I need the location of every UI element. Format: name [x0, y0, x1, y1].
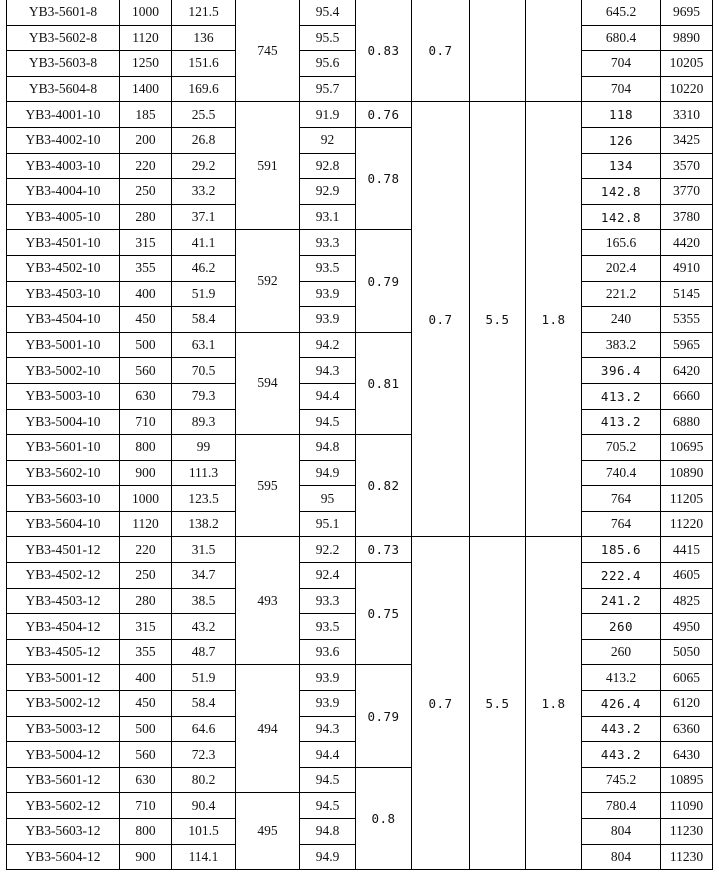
- cell-model: YB3-5601-12: [7, 767, 120, 793]
- cell-power: 710: [120, 409, 172, 435]
- cell-power: 710: [120, 793, 172, 819]
- cell-model: YB3-4501-10: [7, 230, 120, 256]
- cell-efficiency: 95.1: [300, 511, 356, 537]
- cell-efficiency: 95.5: [300, 25, 356, 51]
- cell-current: 43.2: [172, 614, 236, 640]
- cell-power-factor: 0.75: [356, 563, 412, 665]
- cell-model: YB3-5603-8: [7, 51, 120, 77]
- cell-power-factor: 0.79: [356, 230, 412, 332]
- cell-power: 450: [120, 691, 172, 717]
- cell-speed: 495: [236, 793, 300, 870]
- cell-efficiency: 91.9: [300, 102, 356, 128]
- cell-price: 10895: [661, 767, 713, 793]
- cell-weight: 126: [582, 127, 661, 153]
- cell-power: 400: [120, 665, 172, 691]
- table-body: [7, 0, 713, 870]
- cell-price: 5145: [661, 281, 713, 307]
- cell-current: 63.1: [172, 332, 236, 358]
- cell-ratio-c: 1.8: [526, 102, 582, 537]
- cell-power: 450: [120, 307, 172, 333]
- cell-efficiency: 93.6: [300, 639, 356, 665]
- cell-efficiency: 93.9: [300, 307, 356, 333]
- cell-price: 6880: [661, 409, 713, 435]
- cell-current: 51.9: [172, 281, 236, 307]
- cell-efficiency: 93.1: [300, 204, 356, 230]
- cell-price: 6420: [661, 358, 713, 384]
- cell-price: 4950: [661, 614, 713, 640]
- cell-current: 151.6: [172, 51, 236, 77]
- cell-price: 4825: [661, 588, 713, 614]
- cell-speed: 592: [236, 230, 300, 332]
- cell-price: 4910: [661, 255, 713, 281]
- cell-model: YB3-4503-10: [7, 281, 120, 307]
- cell-weight: 222.4: [582, 563, 661, 589]
- cell-speed: 494: [236, 665, 300, 793]
- cell-speed: 594: [236, 332, 300, 434]
- cell-model: YB3-4502-10: [7, 255, 120, 281]
- cell-model: YB3-4001-10: [7, 102, 120, 128]
- cell-power-factor: 0.82: [356, 435, 412, 537]
- cell-efficiency: 95: [300, 486, 356, 512]
- cell-power: 400: [120, 281, 172, 307]
- cell-current: 58.4: [172, 307, 236, 333]
- cell-current: 80.2: [172, 767, 236, 793]
- cell-weight: 764: [582, 486, 661, 512]
- table-row: [7, 537, 713, 563]
- cell-weight: 142.8: [582, 204, 661, 230]
- cell-weight: 221.2: [582, 281, 661, 307]
- cell-weight: 383.2: [582, 332, 661, 358]
- cell-power-factor: 0.81: [356, 332, 412, 434]
- cell-model: YB3-5601-10: [7, 435, 120, 461]
- cell-model: YB3-4501-12: [7, 537, 120, 563]
- cell-weight: 396.4: [582, 358, 661, 384]
- cell-current: 111.3: [172, 460, 236, 486]
- cell-weight: 134: [582, 153, 661, 179]
- cell-price: 5050: [661, 639, 713, 665]
- cell-price: 4415: [661, 537, 713, 563]
- cell-price: 3570: [661, 153, 713, 179]
- cell-power: 500: [120, 332, 172, 358]
- cell-power: 1250: [120, 51, 172, 77]
- cell-price: 6430: [661, 742, 713, 768]
- cell-current: 41.1: [172, 230, 236, 256]
- cell-weight: 413.2: [582, 409, 661, 435]
- cell-power-factor: 0.83: [356, 0, 412, 102]
- cell-power-factor: 0.8: [356, 767, 412, 869]
- cell-efficiency: 93.3: [300, 230, 356, 256]
- cell-power: 800: [120, 819, 172, 845]
- cell-weight: 260: [582, 614, 661, 640]
- cell-power: 220: [120, 153, 172, 179]
- cell-price: 11220: [661, 511, 713, 537]
- cell-weight: 260: [582, 639, 661, 665]
- cell-efficiency: 94.8: [300, 819, 356, 845]
- cell-weight: 764: [582, 511, 661, 537]
- cell-current: 169.6: [172, 76, 236, 102]
- cell-power: 1000: [120, 486, 172, 512]
- cell-power: 500: [120, 716, 172, 742]
- cell-current: 64.6: [172, 716, 236, 742]
- cell-power: 315: [120, 230, 172, 256]
- cell-model: YB3-4003-10: [7, 153, 120, 179]
- cell-power: 560: [120, 358, 172, 384]
- cell-weight: 704: [582, 76, 661, 102]
- cell-speed: 493: [236, 537, 300, 665]
- cell-weight: 443.2: [582, 716, 661, 742]
- cell-efficiency: 94.5: [300, 409, 356, 435]
- cell-current: 29.2: [172, 153, 236, 179]
- cell-power: 630: [120, 383, 172, 409]
- cell-current: 72.3: [172, 742, 236, 768]
- cell-price: 11230: [661, 844, 713, 870]
- cell-efficiency: 93.9: [300, 691, 356, 717]
- cell-model: YB3-5004-10: [7, 409, 120, 435]
- cell-price: 3310: [661, 102, 713, 128]
- cell-efficiency: 94.4: [300, 383, 356, 409]
- cell-current: 25.5: [172, 102, 236, 128]
- cell-current: 48.7: [172, 639, 236, 665]
- cell-weight: 426.4: [582, 691, 661, 717]
- cell-model: YB3-4504-12: [7, 614, 120, 640]
- cell-efficiency: 94.9: [300, 460, 356, 486]
- cell-current: 136: [172, 25, 236, 51]
- cell-efficiency: 95.6: [300, 51, 356, 77]
- cell-model: YB3-5604-8: [7, 76, 120, 102]
- cell-ratio-c: [526, 0, 582, 102]
- cell-ratio-b: [470, 0, 526, 102]
- cell-price: 10890: [661, 460, 713, 486]
- cell-power: 185: [120, 102, 172, 128]
- cell-efficiency: 93.9: [300, 281, 356, 307]
- cell-weight: 804: [582, 844, 661, 870]
- cell-price: 10220: [661, 76, 713, 102]
- table-row: [7, 230, 713, 256]
- cell-price: 10205: [661, 51, 713, 77]
- cell-power-factor: 0.76: [356, 102, 412, 128]
- cell-efficiency: 94.3: [300, 358, 356, 384]
- cell-price: 6065: [661, 665, 713, 691]
- cell-current: 114.1: [172, 844, 236, 870]
- cell-efficiency: 94.5: [300, 767, 356, 793]
- cell-model: YB3-5602-10: [7, 460, 120, 486]
- cell-weight: 780.4: [582, 793, 661, 819]
- cell-power: 355: [120, 639, 172, 665]
- table-row: [7, 332, 713, 358]
- cell-power: 560: [120, 742, 172, 768]
- cell-power-factor: 0.73: [356, 537, 412, 563]
- cell-current: 121.5: [172, 0, 236, 25]
- cell-current: 33.2: [172, 179, 236, 205]
- cell-power: 250: [120, 563, 172, 589]
- cell-power: 355: [120, 255, 172, 281]
- cell-power: 900: [120, 460, 172, 486]
- cell-speed: 595: [236, 435, 300, 537]
- cell-weight: 705.2: [582, 435, 661, 461]
- cell-price: 6360: [661, 716, 713, 742]
- cell-current: 79.3: [172, 383, 236, 409]
- cell-model: YB3-5602-12: [7, 793, 120, 819]
- cell-current: 138.2: [172, 511, 236, 537]
- cell-model: YB3-5603-10: [7, 486, 120, 512]
- cell-current: 46.2: [172, 255, 236, 281]
- cell-power: 630: [120, 767, 172, 793]
- cell-power: 900: [120, 844, 172, 870]
- cell-ratio-a: 0.7: [412, 102, 470, 537]
- cell-model: YB3-5601-8: [7, 0, 120, 25]
- cell-current: 26.8: [172, 127, 236, 153]
- cell-efficiency: 92: [300, 127, 356, 153]
- cell-weight: 240: [582, 307, 661, 333]
- cell-power: 1000: [120, 0, 172, 25]
- cell-current: 90.4: [172, 793, 236, 819]
- cell-price: 3425: [661, 127, 713, 153]
- cell-weight: 202.4: [582, 255, 661, 281]
- cell-power-factor: 0.79: [356, 665, 412, 767]
- cell-price: 10695: [661, 435, 713, 461]
- cell-weight: 165.6: [582, 230, 661, 256]
- cell-model: YB3-4502-12: [7, 563, 120, 589]
- cell-current: 51.9: [172, 665, 236, 691]
- cell-model: YB3-4503-12: [7, 588, 120, 614]
- cell-efficiency: 93.3: [300, 588, 356, 614]
- cell-efficiency: 92.8: [300, 153, 356, 179]
- cell-weight: 118: [582, 102, 661, 128]
- cell-weight: 645.2: [582, 0, 661, 25]
- cell-price: 11205: [661, 486, 713, 512]
- cell-power: 1120: [120, 511, 172, 537]
- cell-model: YB3-4505-12: [7, 639, 120, 665]
- cell-model: YB3-5001-10: [7, 332, 120, 358]
- table-row: [7, 102, 713, 128]
- cell-ratio-b: 5.5: [470, 537, 526, 870]
- table-row: [7, 127, 713, 153]
- cell-power: 315: [120, 614, 172, 640]
- cell-price: 5355: [661, 307, 713, 333]
- cell-power: 800: [120, 435, 172, 461]
- cell-weight: 680.4: [582, 25, 661, 51]
- cell-weight: 443.2: [582, 742, 661, 768]
- cell-model: YB3-5004-12: [7, 742, 120, 768]
- cell-model: YB3-4005-10: [7, 204, 120, 230]
- cell-price: 6120: [661, 691, 713, 717]
- cell-current: 34.7: [172, 563, 236, 589]
- cell-efficiency: 94.3: [300, 716, 356, 742]
- cell-price: 11230: [661, 819, 713, 845]
- cell-weight: 745.2: [582, 767, 661, 793]
- cell-power-factor: 0.78: [356, 127, 412, 229]
- cell-efficiency: 93.9: [300, 665, 356, 691]
- cell-efficiency: 94.8: [300, 435, 356, 461]
- cell-model: YB3-5603-12: [7, 819, 120, 845]
- cell-weight: 740.4: [582, 460, 661, 486]
- cell-current: 37.1: [172, 204, 236, 230]
- cell-current: 89.3: [172, 409, 236, 435]
- cell-model: YB3-5602-8: [7, 25, 120, 51]
- table-row: [7, 0, 713, 25]
- table-row: [7, 767, 713, 793]
- cell-price: 3780: [661, 204, 713, 230]
- cell-ratio-c: 1.8: [526, 537, 582, 870]
- cell-ratio-a: 0.7: [412, 537, 470, 870]
- cell-current: 70.5: [172, 358, 236, 384]
- cell-price: 5965: [661, 332, 713, 358]
- cell-power: 280: [120, 588, 172, 614]
- cell-efficiency: 94.2: [300, 332, 356, 358]
- cell-price: 11090: [661, 793, 713, 819]
- cell-weight: 704: [582, 51, 661, 77]
- cell-weight: 241.2: [582, 588, 661, 614]
- cell-price: 4420: [661, 230, 713, 256]
- cell-efficiency: 95.7: [300, 76, 356, 102]
- table-row: [7, 665, 713, 691]
- cell-efficiency: 93.5: [300, 614, 356, 640]
- cell-model: YB3-5001-12: [7, 665, 120, 691]
- cell-efficiency: 94.5: [300, 793, 356, 819]
- cell-price: 9890: [661, 25, 713, 51]
- cell-model: YB3-5604-10: [7, 511, 120, 537]
- cell-weight: 185.6: [582, 537, 661, 563]
- cell-efficiency: 92.4: [300, 563, 356, 589]
- cell-efficiency: 92.9: [300, 179, 356, 205]
- cell-model: YB3-5002-10: [7, 358, 120, 384]
- cell-current: 38.5: [172, 588, 236, 614]
- cell-model: YB3-4504-10: [7, 307, 120, 333]
- cell-price: 6660: [661, 383, 713, 409]
- cell-power: 200: [120, 127, 172, 153]
- cell-power: 1400: [120, 76, 172, 102]
- cell-price: 4605: [661, 563, 713, 589]
- motor-spec-table: [6, 0, 713, 870]
- cell-efficiency: 94.4: [300, 742, 356, 768]
- cell-price: 3770: [661, 179, 713, 205]
- cell-model: YB3-5003-12: [7, 716, 120, 742]
- cell-efficiency: 94.9: [300, 844, 356, 870]
- cell-ratio-b: 5.5: [470, 102, 526, 537]
- cell-efficiency: 93.5: [300, 255, 356, 281]
- cell-model: YB3-5604-12: [7, 844, 120, 870]
- cell-power: 220: [120, 537, 172, 563]
- cell-model: YB3-5002-12: [7, 691, 120, 717]
- cell-power: 280: [120, 204, 172, 230]
- cell-speed: 745: [236, 0, 300, 102]
- cell-price: 9695: [661, 0, 713, 25]
- cell-current: 123.5: [172, 486, 236, 512]
- cell-power: 250: [120, 179, 172, 205]
- cell-model: YB3-4004-10: [7, 179, 120, 205]
- table-row: [7, 563, 713, 589]
- cell-current: 101.5: [172, 819, 236, 845]
- cell-weight: 413.2: [582, 383, 661, 409]
- cell-power: 1120: [120, 25, 172, 51]
- cell-current: 58.4: [172, 691, 236, 717]
- cell-model: YB3-5003-10: [7, 383, 120, 409]
- table-row: [7, 435, 713, 461]
- cell-current: 31.5: [172, 537, 236, 563]
- cell-model: YB3-4002-10: [7, 127, 120, 153]
- cell-speed: 591: [236, 102, 300, 230]
- cell-weight: 142.8: [582, 179, 661, 205]
- cell-current: 99: [172, 435, 236, 461]
- cell-efficiency: 92.2: [300, 537, 356, 563]
- cell-weight: 413.2: [582, 665, 661, 691]
- cell-ratio-a: 0.7: [412, 0, 470, 102]
- cell-efficiency: 95.4: [300, 0, 356, 25]
- cell-weight: 804: [582, 819, 661, 845]
